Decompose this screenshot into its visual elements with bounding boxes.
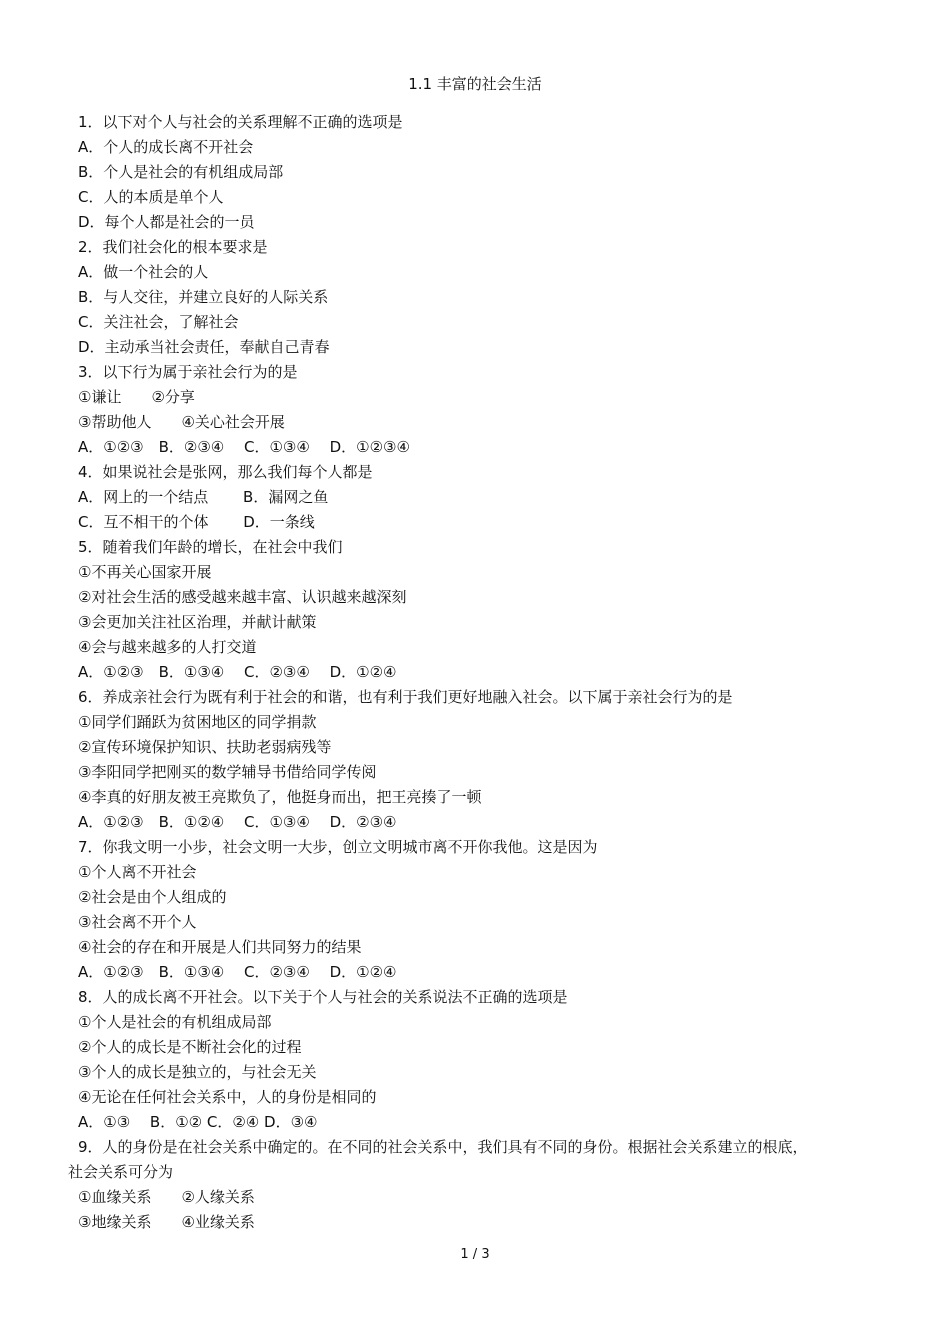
question-8-item-2: ②个人的成长是不断社会化的过程 (78, 1038, 302, 1056)
question-4-options-2: C．互不相干的个体 D．一条线 (78, 513, 315, 531)
question-6-options: A．①②③ B．①②④ C．①③④ D．②③④ (78, 813, 397, 831)
question-6: 6．养成亲社会行为既有利于社会的和谐，也有利于我们更好地融入社会。以下属于亲社会行为的是 (78, 688, 733, 706)
question-4-options-1: A．网上的一个结点 B．漏网之鱼 (78, 488, 329, 506)
question-8-item-3: ③个人的成长是独立的，与社会无关 (78, 1063, 317, 1081)
question-3: 3．以下行为属于亲社会行为的是 (78, 363, 298, 381)
question-1-option-b: B．个人是社会的有机组成局部 (78, 163, 284, 181)
question-6-item-2: ②宣传环境保护知识、扶助老弱病残等 (78, 738, 332, 756)
question-1-option-a: A．个人的成长离不开社会 (78, 138, 254, 156)
document-body (68, 110, 890, 1235)
question-9: 9．人的身份是在社会关系中确定的。在不同的社会关系中，我们具有不同的身份。根据社会关系建立的根底， (78, 1138, 808, 1156)
question-9-items-2: ③地缘关系 ④业缘关系 (78, 1213, 255, 1231)
question-8-item-1: ①个人是社会的有机组成局部 (78, 1013, 272, 1031)
question-2-option-c: C．关注社会，了解社会 (78, 313, 239, 331)
question-7-item-3: ③社会离不开个人 (78, 913, 197, 931)
question-1-option-c: C．人的本质是单个人 (78, 188, 224, 206)
question-5-item-4: ④会与越来越多的人打交道 (78, 638, 257, 656)
question-3-items-2: ③帮助他人 ④关心社会开展 (78, 413, 285, 431)
question-7-item-1: ①个人离不开社会 (78, 863, 197, 881)
page-number: 1 / 3 (460, 1247, 490, 1262)
document-title: 1.1 丰富的社会生活 (408, 75, 542, 93)
question-2-option-a: A．做一个社会的人 (78, 263, 209, 281)
question-1-option-d: D．每个人都是社会的一员 (78, 213, 255, 231)
question-7-item-4: ④社会的存在和开展是人们共同努力的结果 (78, 938, 362, 956)
question-2: 2．我们社会化的根本要求是 (78, 238, 268, 256)
question-3-options: A．①②③ B．②③④ C．①③④ D．①②③④ (78, 438, 410, 456)
question-8-options: A．①③ B．①② C．②④ D．③④ (78, 1113, 318, 1131)
question-5-item-1: ①不再关心国家开展 (78, 563, 212, 581)
question-4: 4．如果说社会是张网，那么我们每个人都是 (78, 463, 373, 481)
question-8: 8．人的成长离不开社会。以下关于个人与社会的关系说法不正确的选项是 (78, 988, 568, 1006)
question-6-item-3: ③李阳同学把刚买的数学辅导书借给同学传阅 (78, 763, 377, 781)
question-1: 1．以下对个人与社会的关系理解不正确的选项是 (78, 113, 403, 131)
question-6-item-4: ④李真的好朋友被王亮欺负了，他挺身而出，把王亮揍了一顿 (78, 788, 482, 806)
question-5-item-2: ②对社会生活的感受越来越丰富、认识越来越深刻 (78, 588, 407, 606)
question-7: 7．你我文明一小步，社会文明一大步，创立文明城市离不开你我他。这是因为 (78, 838, 598, 856)
question-3-items-1: ①谦让 ②分享 (78, 388, 195, 406)
question-5: 5．随着我们年龄的增长，在社会中我们 (78, 538, 343, 556)
question-2-option-b: B．与人交往，并建立良好的人际关系 (78, 288, 329, 306)
question-6-item-1: ①同学们踊跃为贫困地区的同学捐款 (78, 713, 317, 731)
question-2-option-d: D．主动承当社会责任，奉献自己青春 (78, 338, 330, 356)
question-9-items-1: ①血缘关系 ②人缘关系 (78, 1188, 255, 1206)
question-5-item-3: ③会更加关注社区治理，并献计献策 (78, 613, 317, 631)
question-8-item-4: ④无论在任何社会关系中，人的身份是相同的 (78, 1088, 377, 1106)
question-9-continuation: 社会关系可分为 (68, 1163, 174, 1181)
question-7-options: A．①②③ B．①③④ C．②③④ D．①②④ (78, 963, 397, 981)
question-7-item-2: ②社会是由个人组成的 (78, 888, 227, 906)
question-5-options: A．①②③ B．①③④ C．②③④ D．①②④ (78, 663, 397, 681)
